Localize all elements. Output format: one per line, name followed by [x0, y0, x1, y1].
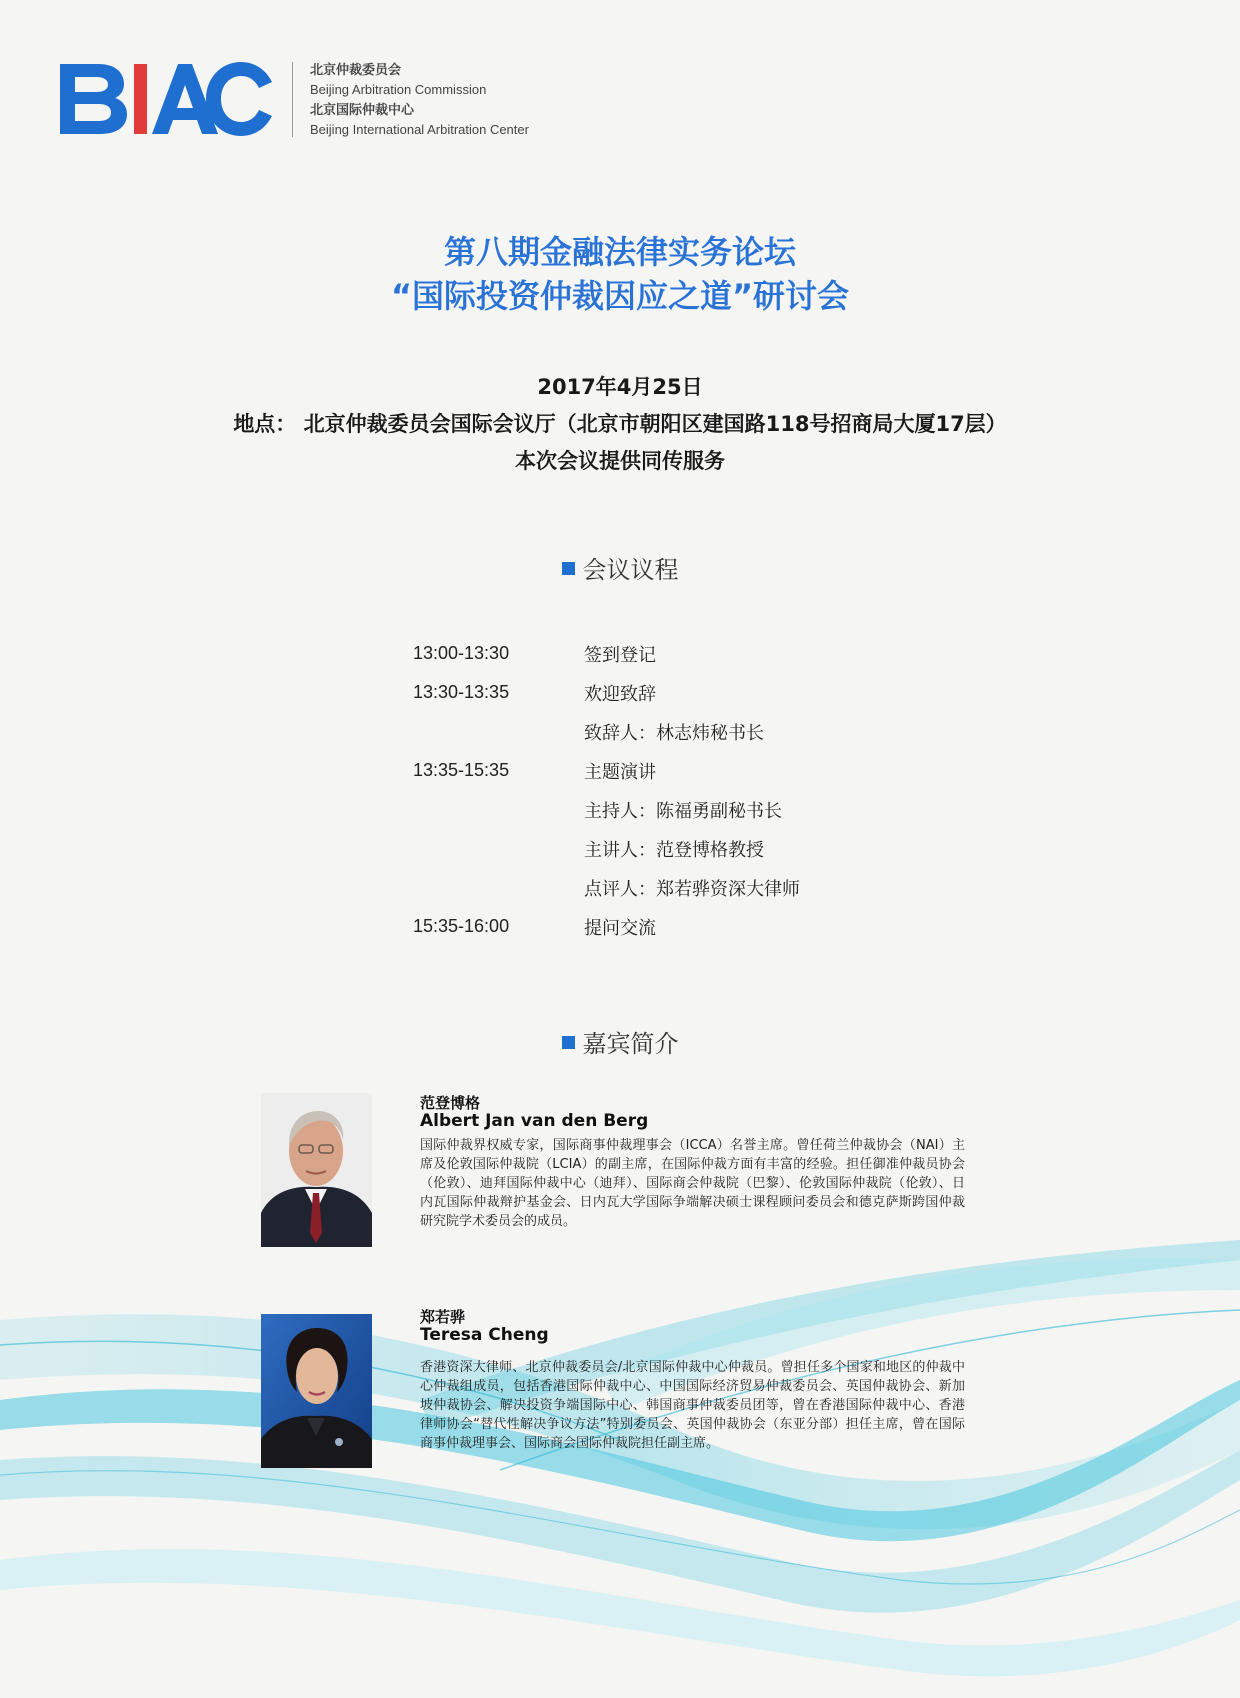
guest-bio: 国际仲裁界权威专家，国际商事仲裁理事会（ICCA）名誉主席。曾任荷兰仲裁协会（NAI）主席及伦敦国际仲裁院（LCIA）的副主席，在国际仲裁方面有丰富的经验。担任御准仲裁员协会（伦敦）、迪拜国际仲裁中心（迪拜）、国际商会仲裁院（巴黎）、伦敦国际仲裁院（伦敦）、日内瓦国际仲裁辩护基金会、日内瓦大学国际争端解决硕士课程顾问委员会和德克萨斯跨国仲裁研究院学术委员会的成员。: [420, 1138, 965, 1229]
org-name-cn-2: 北京国际仲裁中心: [310, 102, 415, 117]
guest-photo-teresa-cheng: [261, 1314, 372, 1468]
guests-heading: [0, 1024, 1240, 1059]
agenda-time: 15:35-16:00: [413, 916, 510, 936]
agenda-heading: [0, 550, 1240, 585]
event-venue: 地点： 北京仲裁委员会国际会议厅（北京市朝阳区建国路118号招商局大厦17层）: [233, 412, 1007, 436]
org-name-en-1: Beijing Arbitration Commission: [310, 82, 487, 97]
guest-name-en: Teresa Cheng: [420, 1325, 549, 1345]
guest-photo-van-den-berg: [261, 1093, 372, 1247]
logo-divider: [292, 62, 293, 137]
guests-heading-text: 嘉宾简介: [582, 1030, 679, 1058]
agenda-heading-text: 会议议程: [582, 556, 679, 584]
event-date: 2017年4月25日: [537, 375, 703, 399]
agenda-row: [413, 751, 933, 790]
square-bullet-icon: [562, 562, 575, 575]
biac-logo: [60, 58, 275, 138]
agenda-row: [413, 790, 933, 829]
square-bullet-icon: [562, 1036, 575, 1049]
agenda-row: [413, 907, 933, 946]
agenda-time: 13:00-13:30: [413, 643, 510, 663]
agenda-item: 主讲人：范登博格教授: [584, 839, 764, 861]
agenda-row: [413, 829, 933, 868]
agenda-item: 签到登记: [584, 644, 656, 666]
org-name-en-2: Beijing International Arbitration Center: [310, 122, 529, 137]
agenda-row: [413, 712, 933, 751]
agenda-time: 13:35-15:35: [413, 760, 510, 780]
agenda-item: 主持人：陈福勇副秘书长: [584, 800, 782, 822]
guest-name-en: Albert Jan van den Berg: [420, 1111, 649, 1131]
interpretation-note: 本次会议提供同传服务: [515, 449, 725, 473]
event-title-line2: “国际投资仲裁因应之道”研讨会: [390, 277, 850, 315]
event-title-line1: 第八期金融法律实务论坛: [443, 233, 796, 271]
agenda-item: 提问交流: [584, 917, 656, 939]
agenda-item: 主题演讲: [584, 761, 656, 783]
agenda-item: 点评人：郑若骅资深大律师: [584, 878, 800, 900]
organization-names: [310, 60, 529, 140]
guest-bio: 香港资深大律师、北京仲裁委员会/北京国际仲裁中心仲裁员。曾担任多个国家和地区的仲裁中心仲裁组成员，包括香港国际仲裁中心、中国国际经济贸易仲裁委员会、英国仲裁协会、新加坡仲裁协会、解决投资争端国际中心、韩国商事仲裁委员团等，曾在香港国际仲裁中心、香港律师协会“替代性解决争议方法”特别委员会、英国仲裁协会（东亚分部）担任主席，曾在国际商事仲裁理事会、国际商会国际仲裁院担任副主席。: [420, 1360, 965, 1451]
agenda-list: [413, 634, 933, 946]
guest-name-cn: 郑若骅: [420, 1308, 466, 1326]
guest-name-cn: 范登博格: [420, 1094, 481, 1112]
agenda-row: [413, 673, 933, 712]
agenda-item: 致辞人：林志炜秘书长: [584, 722, 764, 744]
agenda-item: 欢迎致辞: [584, 683, 656, 705]
agenda-time: 13:30-13:35: [413, 682, 510, 702]
org-name-cn-1: 北京仲裁委员会: [310, 62, 402, 77]
agenda-row: [413, 868, 933, 907]
agenda-row: [413, 634, 933, 673]
